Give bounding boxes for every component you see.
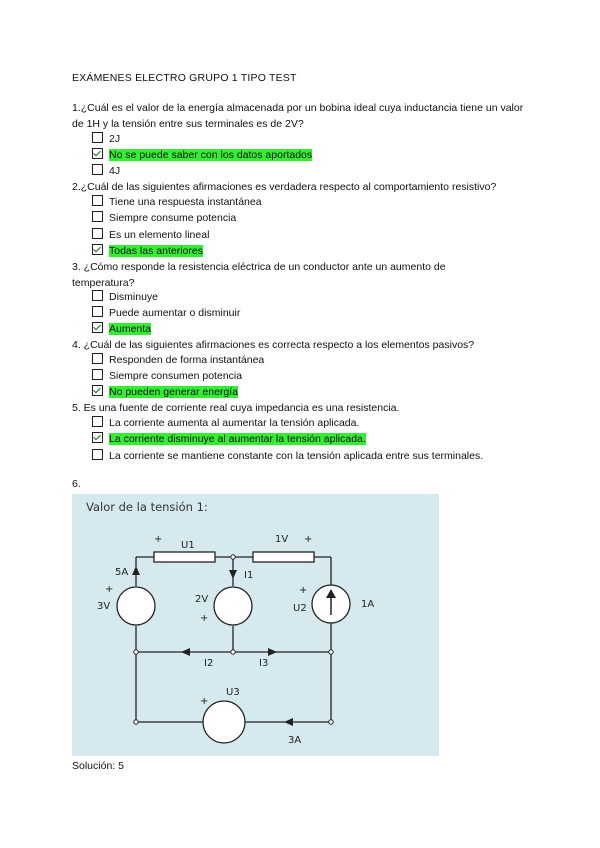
option-label: Siempre consumen potencia [109, 370, 243, 382]
checkbox[interactable] [92, 353, 103, 364]
q5-option-2[interactable] [92, 432, 366, 447]
option-label: La corriente aumenta al aumentar la tensión aplicada. [109, 417, 360, 429]
option-label: La corriente se mantiene constante con la tensión aplicada entre sus terminales. [109, 450, 484, 462]
label-3v: 3V [97, 601, 111, 612]
q1-option-2[interactable] [92, 148, 312, 163]
current-arrow-i3 [268, 648, 277, 656]
option-label: Todas las anteriores [109, 245, 203, 257]
question-4: 4. ¿Cuál de las siguientes afirmaciones es correcta respecto a los elementos pasivos? [72, 339, 475, 351]
current-arrow-i1 [229, 570, 237, 579]
circuit-figure [72, 494, 439, 756]
plus-sign: + [299, 585, 308, 596]
checkbox[interactable] [92, 306, 103, 317]
checked-checkbox[interactable] [92, 244, 103, 255]
resistor-u1 [154, 552, 215, 562]
q5-option-3[interactable] [92, 449, 483, 464]
plus-sign: + [200, 696, 209, 707]
q2-option-3[interactable] [92, 228, 209, 243]
q1-option-3[interactable] [92, 164, 120, 179]
option-label: 2J [109, 133, 121, 145]
label-1a: 1A [361, 599, 375, 610]
voltage-source-2v [214, 587, 252, 625]
checked-checkbox[interactable] [92, 322, 103, 333]
current-arrow-3a [284, 718, 293, 726]
q5-option-1[interactable] [92, 416, 359, 431]
q2-option-4[interactable] [92, 244, 203, 259]
plus-sign: + [154, 534, 163, 545]
q4-option-3[interactable] [92, 385, 238, 400]
plus-sign: + [105, 584, 114, 595]
option-label: Disminuye [109, 291, 159, 303]
checkbox[interactable] [92, 211, 103, 222]
option-label: Siempre consume potencia [109, 212, 237, 224]
solution-text: Solución: 5 [72, 760, 124, 772]
option-label: Tiene una respuesta instantánea [109, 196, 262, 208]
checkbox[interactable] [92, 132, 103, 143]
voltage-source-u3 [203, 701, 245, 743]
q3-option-1[interactable] [92, 290, 158, 305]
checked-checkbox[interactable] [92, 148, 103, 159]
option-label: Responden de forma instantánea [109, 354, 265, 366]
figure-title: Valor de la tensión 1: [86, 500, 208, 514]
question-2: 2.¿Cuál de las siguientes afirmaciones es verdadera respecto al comportamiento resistivo? [72, 181, 497, 193]
q4-option-1[interactable] [92, 353, 264, 368]
q4-option-2[interactable] [92, 369, 242, 384]
label-i2: I2 [204, 658, 214, 669]
checkbox[interactable] [92, 369, 103, 380]
option-label: 4J [109, 165, 121, 177]
label-i3: I3 [259, 658, 269, 669]
checked-checkbox[interactable] [92, 385, 103, 396]
plus-sign: + [304, 534, 313, 545]
question-3: 3. ¿Cómo responde la resistencia eléctrica de un conductor ante un aumento de temperatura? [72, 261, 446, 289]
checkbox[interactable] [92, 290, 103, 301]
label-2v: 2V [195, 594, 209, 605]
label-u2: U2 [293, 603, 307, 614]
current-arrow-i2 [181, 648, 190, 656]
label-u3: U3 [226, 687, 240, 698]
option-label: No pueden generar energía [109, 386, 239, 398]
checkbox[interactable] [92, 449, 103, 460]
resistor-1v [253, 552, 314, 562]
q3-option-3[interactable] [92, 322, 151, 337]
option-label: Puede aumentar o disminuir [109, 307, 241, 319]
checkbox[interactable] [92, 164, 103, 175]
checkbox[interactable] [92, 195, 103, 206]
q2-option-2[interactable] [92, 211, 236, 226]
question-1: 1.¿Cuál es el valor de la energía almacenada por un bobina ideal cuya inductancia tiene un valor de 1H y la tensión entre sus terminales es de 2V? [72, 102, 524, 130]
checkbox[interactable] [92, 228, 103, 239]
q1-option-1[interactable] [92, 132, 120, 147]
label-3a: 3A [288, 735, 302, 746]
checkbox[interactable] [92, 416, 103, 427]
q2-option-1[interactable] [92, 195, 262, 210]
checked-checkbox[interactable] [92, 432, 103, 443]
question-5: 5. Es una fuente de corriente real cuya impedancia es una resistencia. [72, 402, 400, 414]
current-arrow-5a [132, 566, 140, 575]
q3-option-2[interactable] [92, 306, 240, 321]
option-label: No se puede saber con los datos aportados [109, 149, 313, 161]
option-label: Aumenta [109, 323, 152, 335]
label-1v: 1V [275, 534, 289, 545]
label-i1: I1 [244, 570, 254, 581]
question-6-number: 6. [72, 478, 81, 490]
option-label: Es un elemento lineal [109, 229, 210, 241]
exam-title: EXÁMENES ELECTRO GRUPO 1 TIPO TEST [72, 72, 297, 84]
voltage-source-3v [117, 587, 155, 625]
option-label: La corriente disminuye al aumentar la tensión aplicada. [109, 433, 366, 445]
label-u1: U1 [181, 540, 195, 551]
label-5a: 5A [115, 567, 129, 578]
plus-sign: + [200, 613, 209, 624]
